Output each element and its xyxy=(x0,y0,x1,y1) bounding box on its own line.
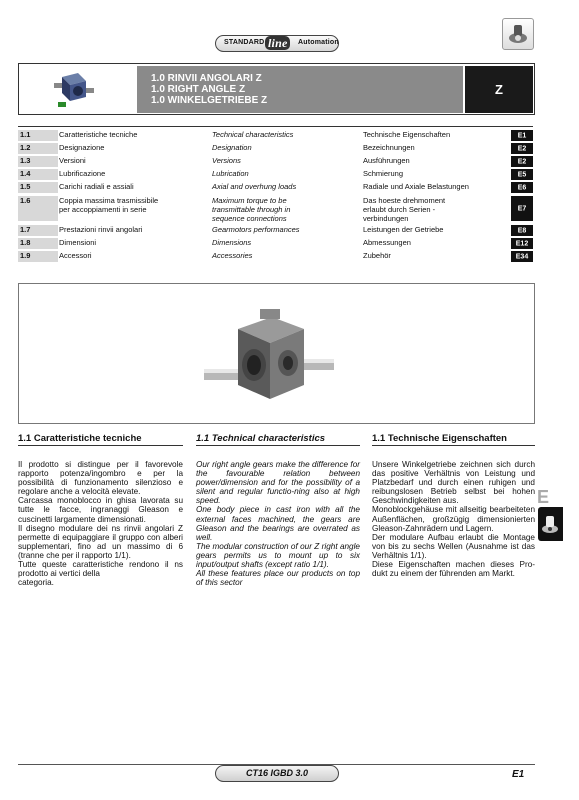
right-angle-gear-thumbnail xyxy=(48,69,98,109)
rule-it xyxy=(18,445,183,446)
toc-title-en: Designation xyxy=(212,143,252,152)
text-it: Il prodotto si distingue per il favorevole rapporto potenza/ingombro e per la possibilità di funzionamento silenzioso e regolare anche a velocità elevate. Carcassa monoblocco in ghisa lavorata su tutte le facce, ingranaggi Gleason e cuscinetti largamente dimensionati. Il disegno modulare dei ns rinvii angolari Z permette di equipaggiare il gruppo con alberi supplementari, fino ad un massimo di 6 (tranne che per il rapporto 1/1). Tutte queste caratteristiche rendono il ns prodotto ai vertici della categoria. xyxy=(18,460,183,588)
toc-page-badge xyxy=(511,238,533,249)
toc-top-rule xyxy=(18,126,533,127)
heading-it: 1.1 Caratteristiche tecniche xyxy=(18,433,142,444)
toc-title-en: Lubrication xyxy=(212,169,249,178)
toc-row xyxy=(18,196,533,221)
toc-row xyxy=(18,143,533,154)
toc-page-badge xyxy=(511,251,533,262)
toc-title-it: Dimensioni xyxy=(59,238,97,247)
toc-title-en: Axial and overhung loads xyxy=(212,182,297,191)
toc-title-it: Accessori xyxy=(59,251,92,260)
toc-row xyxy=(18,251,533,262)
toc-page-number: E1 xyxy=(517,132,527,139)
toc-title-en: Versions xyxy=(212,156,241,165)
toc-title-de: Leistungen der Getriebe xyxy=(363,225,444,234)
product-photo-frame xyxy=(18,283,535,424)
toc-page-badge xyxy=(511,169,533,180)
toc-title-en: Accessories xyxy=(212,251,253,260)
toc-title-de: Bezeichnungen xyxy=(363,143,415,152)
right-angle-gearbox-image xyxy=(204,299,334,409)
toc-page-badge xyxy=(511,225,533,236)
toc-number: 1.7 xyxy=(18,225,58,236)
toc-page-number: E12 xyxy=(515,240,529,247)
text-en: Our right angle gears make the difference for the favourable relation between power/dimension and for the possibility of a silent and regular functio-ning also at high speed. One body piece in cast iron with all the external faces machined, the gears are Gleason and the bearings are overrated as well. The modular construction of our Z right angle gears permits us to mount up to six input/output shafts (except ratio 1/1). All these features place our products on top of this sector xyxy=(196,460,360,588)
toc-page-number: E6 xyxy=(517,184,527,191)
toc-page-number: E2 xyxy=(517,158,527,165)
toc-title-it: Prestazioni rinvii angolari xyxy=(59,225,143,234)
logo-text-standard: STANDARD xyxy=(224,39,265,46)
toc-title-it: Versioni xyxy=(59,156,86,165)
section-letter-tab: E xyxy=(537,487,550,507)
toc-title-en: Maximum torque to be transmittable through in sequence connections xyxy=(212,196,291,223)
toc-title-de: Abmessungen xyxy=(363,238,411,247)
toc-number: 1.9 xyxy=(18,251,58,262)
toc-title-de: Technische Eigenschaften xyxy=(363,130,451,139)
toc-page-badge xyxy=(511,182,533,193)
toc-title-en: Dimensions xyxy=(212,238,252,247)
catalog-code: CT16 IGBD 3.0 xyxy=(215,765,339,782)
text-de: Unsere Winkelgetriebe zeichnen sich durch das positive Verhältnis von Leistung und Platzbedarf und durch einen ruhigen und reibungslosen Betrieb selbst bei hohen Geschwindigkeiten aus. Monoblockgehäuse mit allseitig bearbeiteten Außenflächen, großzügig dimensionierten Gleason-Zahnrädern und Lagern. Der modulare Aufbau erlaubt die Montage von bis zu sechs Wellen (Ausnahme ist das Verhältnis 1/1). Diese Eigenschaften machen dieses Pro-dukt zu einem der führenden am Markt. xyxy=(372,460,535,579)
toc-title-it: Caratteristiche tecniche xyxy=(59,130,138,139)
toc-title-it: Lubrificazione xyxy=(59,169,106,178)
toc-title-it: Carichi radiali e assiali xyxy=(59,182,134,191)
toc-number: 1.1 xyxy=(18,130,58,141)
toc-row xyxy=(18,225,533,236)
toc-title-de: Ausführungen xyxy=(363,156,410,165)
series-letter: Z xyxy=(465,66,533,113)
toc-row xyxy=(18,130,533,141)
toc-page-number: E34 xyxy=(515,253,529,260)
heading-de: 1.1 Technische Eigenschaften xyxy=(372,433,507,444)
toc-number: 1.2 xyxy=(18,143,58,154)
toc-page-badge xyxy=(511,156,533,167)
toc-row xyxy=(18,169,533,180)
toc-number: 1.5 xyxy=(18,182,58,193)
heading-en: 1.1 Technical characteristics xyxy=(196,433,326,444)
toc-row xyxy=(18,182,533,193)
title-band xyxy=(137,66,463,113)
toc-title-en: Gearmotors performances xyxy=(212,225,300,234)
toc-title-de: Schmierung xyxy=(363,169,404,178)
toc-number: 1.6 xyxy=(18,196,58,221)
toc-page-number: E7 xyxy=(517,205,527,212)
gear-motor-icon xyxy=(538,507,563,541)
toc-title-de: Radiale und Axiale Belastungen xyxy=(363,182,469,191)
toc-title-en: Technical characteristics xyxy=(212,130,294,139)
toc-page-number: E5 xyxy=(517,171,527,178)
toc-title-it: Designazione xyxy=(59,143,105,152)
toc-page-badge xyxy=(511,143,533,154)
title-line-en: 1.0 RIGHT ANGLE Z xyxy=(151,84,246,95)
toc-page-number: E8 xyxy=(517,227,527,234)
toc-number: 1.3 xyxy=(18,156,58,167)
toc-row xyxy=(18,238,533,249)
title-line-it: 1.0 RINVII ANGOLARI Z xyxy=(151,73,262,84)
gear-motor-icon xyxy=(502,18,534,50)
rule-de xyxy=(372,445,535,446)
toc-number: 1.4 xyxy=(18,169,58,180)
toc-page-badge xyxy=(511,130,533,141)
toc-title-de: Zubehör xyxy=(363,251,391,260)
toc-title-it: Coppia massima trasmissibile per accoppiamenti in serie xyxy=(59,196,159,214)
toc-number: 1.8 xyxy=(18,238,58,249)
brand-logo xyxy=(215,35,339,52)
toc-page-number: E2 xyxy=(517,145,527,152)
toc-page-badge xyxy=(511,196,533,221)
title-line-de: 1.0 WINKELGETRIEBE Z xyxy=(151,95,268,106)
rule-en xyxy=(196,445,360,446)
logo-text-line: line xyxy=(265,36,290,50)
toc-title-de: Das hoeste drehmoment erlaubt durch Serien - verbindungen xyxy=(363,196,446,223)
page-number: E1 xyxy=(512,769,525,780)
logo-text-automation: Automation xyxy=(298,39,339,46)
toc-row xyxy=(18,156,533,167)
